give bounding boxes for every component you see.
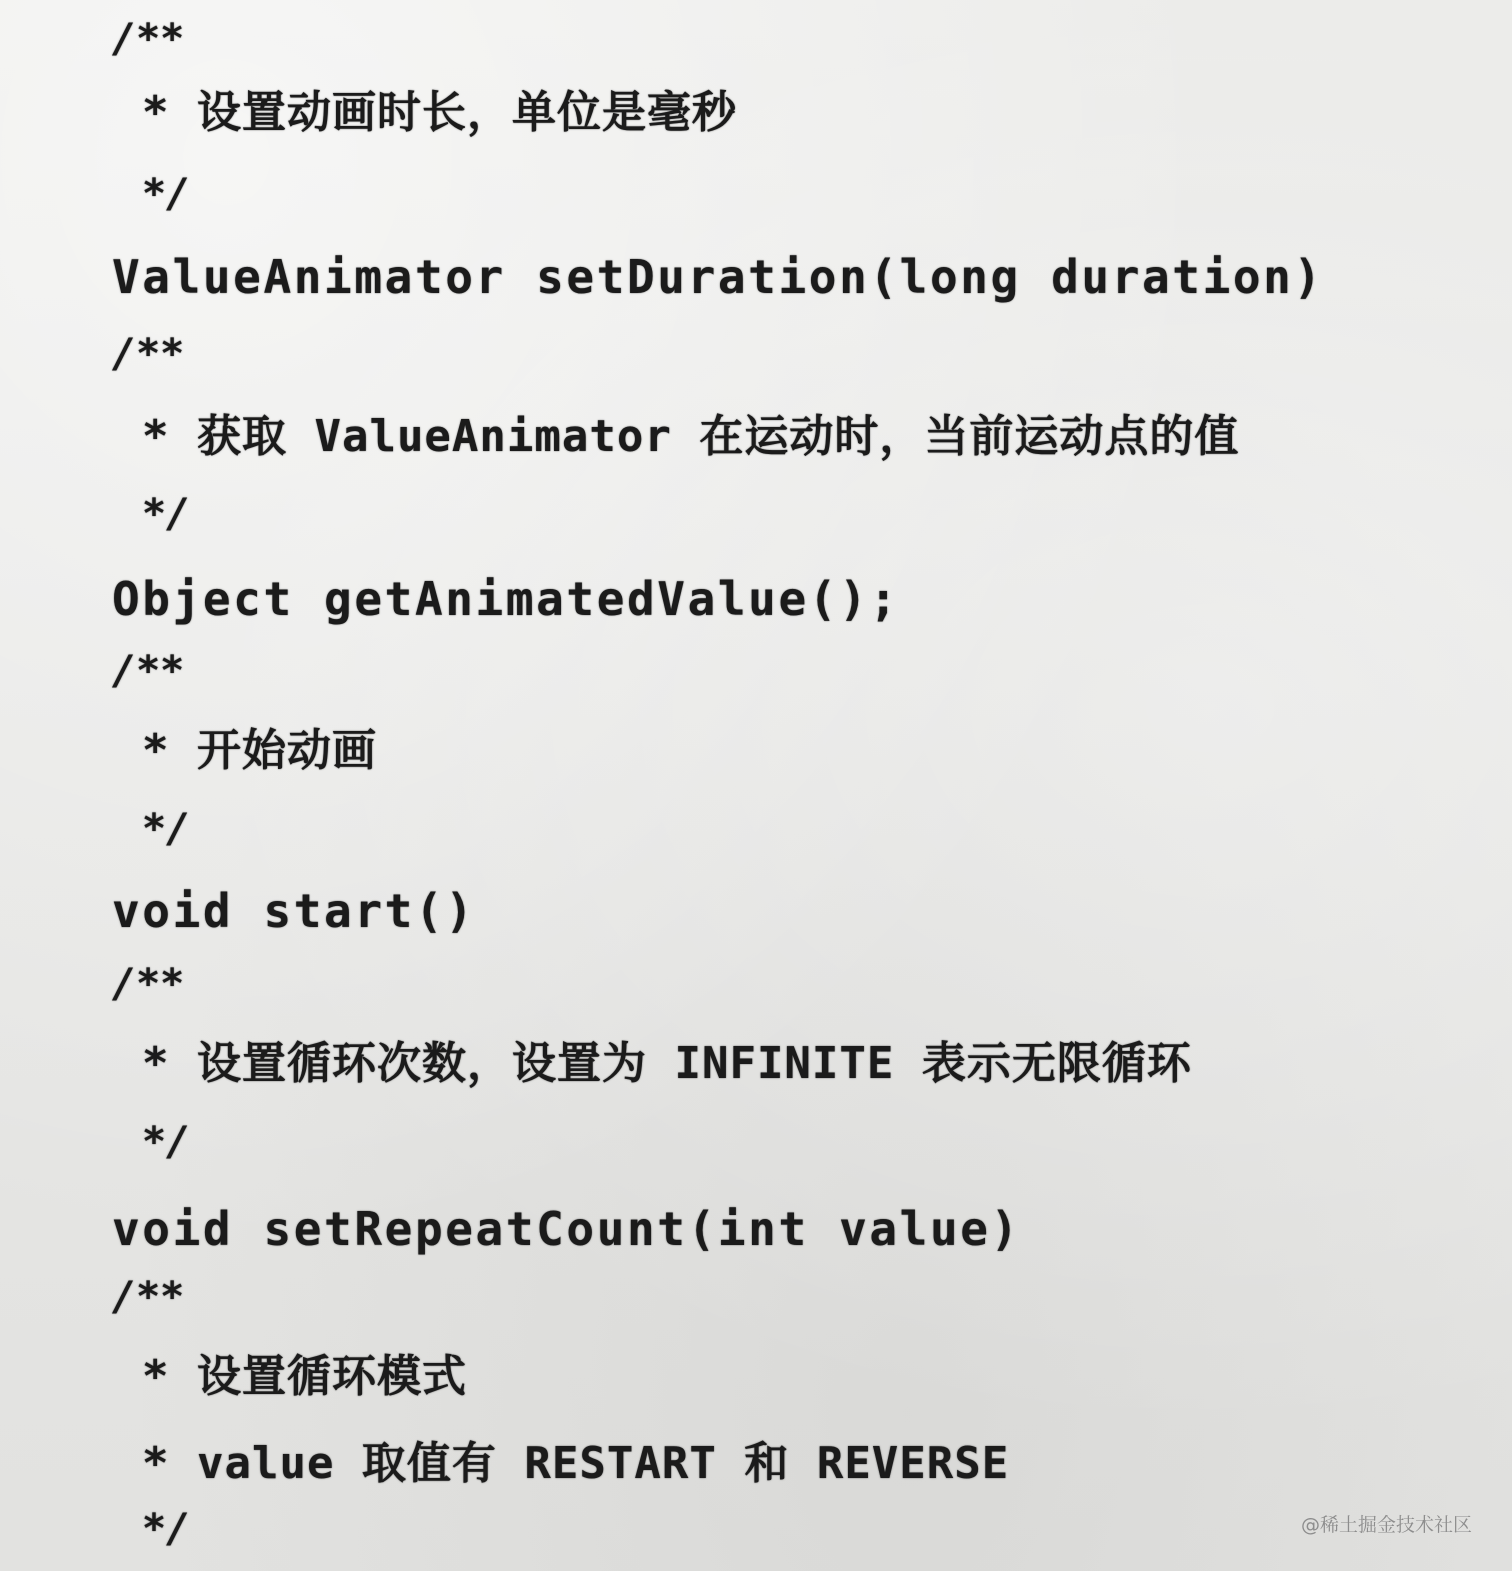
comment-close: */ [142, 806, 191, 852]
code-line-set-duration: ValueAnimator setDuration(long duration) [112, 250, 1324, 304]
comment-line: * 获取 ValueAnimator 在运动时，当前运动点的值 [142, 411, 1240, 462]
comment-open: /** [112, 961, 185, 1007]
comment-line: * 设置循环模式 [142, 1351, 467, 1402]
comment-open: /** [112, 1274, 185, 1320]
comment-line: * value 取值有 RESTART 和 REVERSE [142, 1438, 1010, 1489]
code-line-set-repeat-count: void setRepeatCount(int value) [112, 1202, 1021, 1256]
comment-close: */ [142, 491, 191, 537]
comment-close: */ [142, 1119, 191, 1165]
comment-open: /** [112, 648, 185, 694]
comment-close: */ [142, 171, 191, 217]
comment-open: /** [112, 16, 185, 62]
code-line-start: void start() [112, 884, 476, 938]
code-line-get-animated-value: Object getAnimatedValue(); [112, 572, 900, 626]
comment-close: */ [142, 1506, 191, 1552]
comment-line: * 设置动画时长，单位是毫秒 [142, 87, 737, 138]
comment-line: * 设置循环次数，设置为 INFINITE 表示无限循环 [142, 1038, 1192, 1089]
watermark: @稀土掘金技术社区 [1300, 1514, 1472, 1536]
comment-line: * 开始动画 [142, 725, 377, 776]
comment-open: /** [112, 331, 185, 377]
